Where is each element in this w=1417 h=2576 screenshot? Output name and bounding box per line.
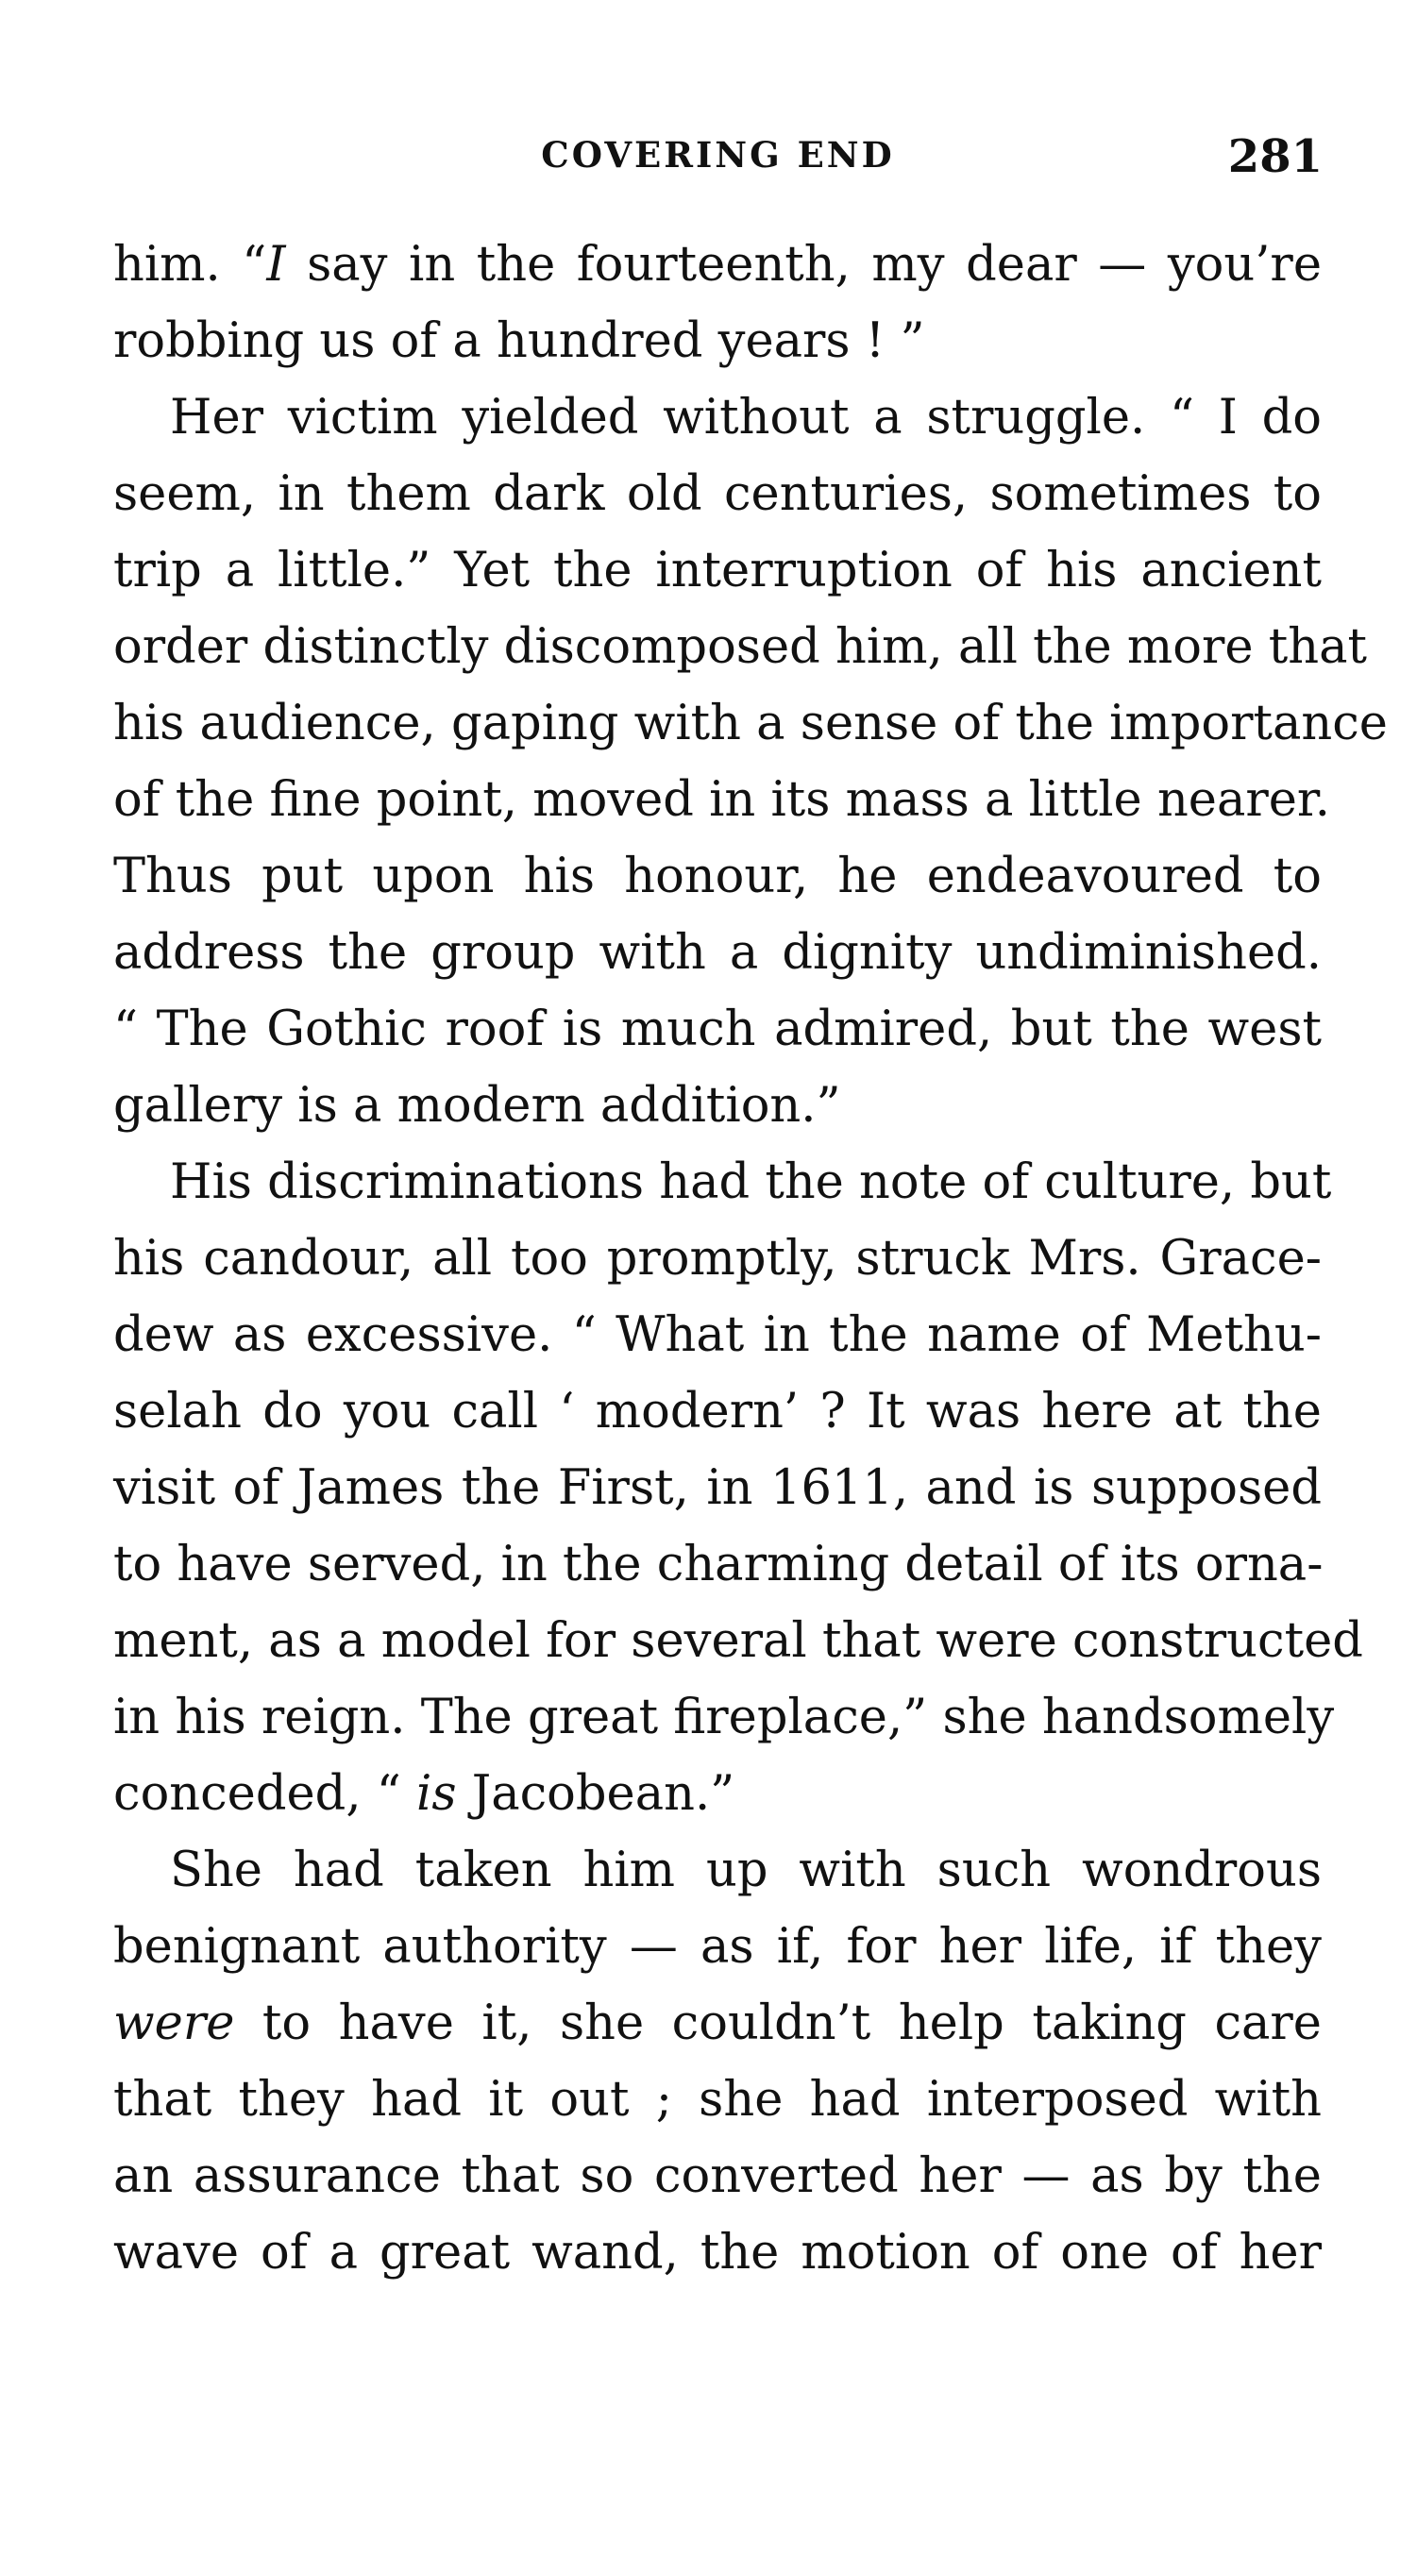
text-segment: benignant authority — as if, for her life, if they bbox=[113, 1919, 1322, 1975]
italic-segment: were bbox=[113, 1995, 235, 2051]
text-line bbox=[113, 2138, 1322, 2214]
text-line bbox=[113, 1450, 1322, 1526]
running-title: COVERING END bbox=[541, 134, 895, 176]
text-line bbox=[113, 1832, 1322, 1909]
text-line bbox=[113, 2062, 1322, 2138]
text-segment: to have it, she couldn’t help taking care bbox=[234, 1995, 1322, 2051]
italic-segment: is bbox=[416, 1766, 457, 1822]
text-segment: trip a little.” Yet the interruption of his ancient bbox=[113, 543, 1322, 598]
text-segment: Thus put upon his honour, he endeavoured to bbox=[113, 849, 1322, 904]
text-line bbox=[113, 379, 1322, 456]
text-line bbox=[113, 1756, 1322, 1832]
text-segment: to have served, in the charming detail of its orna- bbox=[113, 1537, 1324, 1592]
text-segment: an assurance that so converted her — as by the bbox=[113, 2148, 1322, 2204]
text-segment: seem, in them dark old centuries, sometimes to bbox=[113, 466, 1322, 522]
text-segment: in his reign. The great fireplace,” she handsomely bbox=[113, 1690, 1335, 1745]
text-line bbox=[113, 1985, 1322, 2062]
text-line bbox=[113, 1679, 1335, 1756]
text-segment: selah do you call ‘ modern’ ? It was here at the bbox=[113, 1384, 1322, 1440]
text-segment: address the group with a dignity undiminished. bbox=[113, 925, 1322, 981]
text-line bbox=[113, 303, 1322, 379]
text-line bbox=[113, 1144, 1332, 1221]
text-segment: robbing us of a hundred years ! ” bbox=[113, 313, 925, 369]
text-line bbox=[113, 838, 1322, 915]
text-segment: ment, as a model for several that were constructed bbox=[113, 1613, 1363, 1669]
text-segment: that they had it out ; she had interposed with bbox=[113, 2072, 1322, 2128]
text-segment: conceded, “ bbox=[113, 1766, 417, 1822]
text-segment: She had taken him up with such wondrous bbox=[170, 1843, 1322, 1898]
text-segment: his candour, all too promptly, struck Mrs. Grace- bbox=[113, 1231, 1322, 1287]
text-line bbox=[113, 2214, 1322, 2291]
text-segment: Her victim yielded without a struggle. “ I do bbox=[170, 390, 1322, 446]
running-head bbox=[113, 130, 1323, 187]
text-segment: his audience, gaping with a sense of the importance bbox=[113, 696, 1388, 751]
text-line bbox=[113, 1909, 1322, 1985]
text-line bbox=[113, 1603, 1363, 1679]
text-line bbox=[113, 1221, 1322, 1297]
text-line bbox=[113, 762, 1330, 838]
page-number: 281 bbox=[1227, 130, 1323, 183]
text-segment: “ The Gothic roof is much admired, but the west bbox=[113, 1002, 1322, 1057]
text-segment: wave of a great wand, the motion of one of her bbox=[113, 2225, 1322, 2281]
text-line bbox=[113, 915, 1322, 991]
text-line bbox=[113, 1297, 1322, 1373]
text-segment: His discriminations had the note of culture, but bbox=[170, 1154, 1332, 1210]
text-segment: dew as excessive. “ What in the name of Methu- bbox=[113, 1307, 1322, 1363]
text-line bbox=[113, 685, 1388, 762]
text-segment: order distinctly discomposed him, all the more that bbox=[113, 619, 1367, 675]
text-line bbox=[113, 1526, 1322, 1603]
text-line bbox=[113, 227, 1322, 303]
text-line bbox=[113, 1373, 1322, 1450]
text-segment: visit of James the First, in 1611, and is supposed bbox=[113, 1460, 1322, 1516]
italic-segment: I bbox=[266, 237, 286, 293]
text-line bbox=[113, 532, 1322, 609]
text-segment: Jacobean.” bbox=[456, 1766, 735, 1822]
text-line bbox=[113, 456, 1322, 532]
text-segment: say in the fourteenth, my dear — you’re bbox=[285, 237, 1322, 293]
text-line bbox=[113, 609, 1367, 685]
text-segment: him. “ bbox=[113, 237, 267, 293]
text-line bbox=[113, 1068, 1322, 1144]
text-segment: gallery is a modern addition.” bbox=[113, 1078, 841, 1134]
body-text bbox=[113, 227, 1388, 2291]
text-segment: of the fine point, moved in its mass a little nearer. bbox=[113, 772, 1330, 828]
text-line bbox=[113, 991, 1322, 1068]
